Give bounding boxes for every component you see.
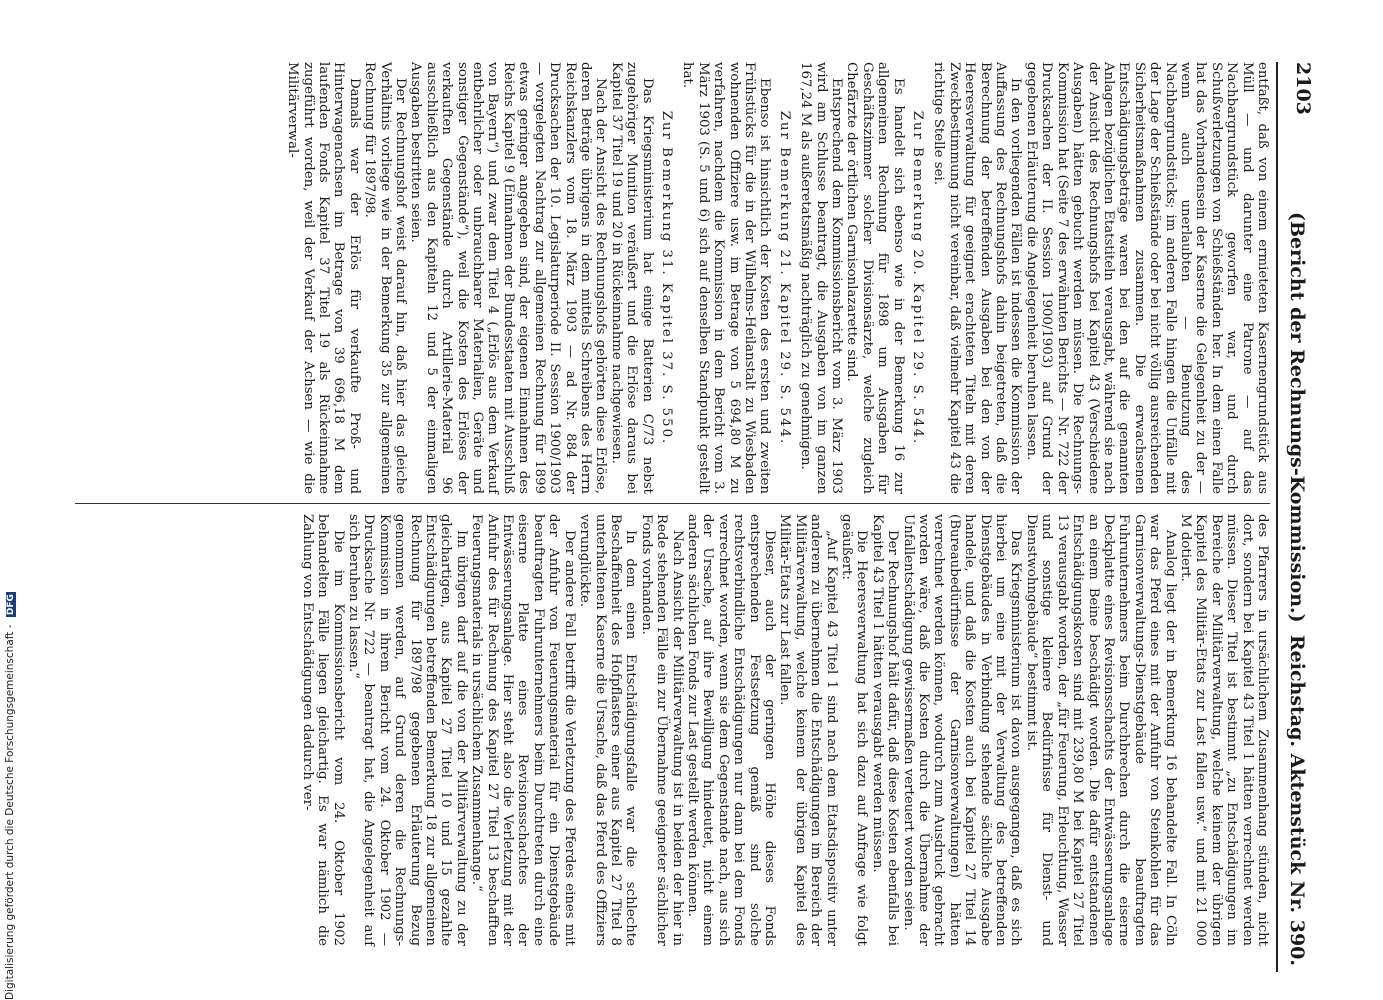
- section-heading: Zur Bemerkung 31. Kapitel 37. S. 550.: [658, 110, 674, 446]
- digitization-text: Digitalisierung gefördert durch die Deutsche Forschungsgemeinschaft -: [4, 624, 16, 1000]
- paragraph: Dieser, auch der geringen Höhe dieses Fonds entsprechenden Festsetzung gemäß sind solche rechtsverbindliche Entschädigungen nur dann bei dem Fonds verrechnet worden, wenn sie dem Gegenstande nach, aus sich der Ursache, auf ihre Bewilligung hindeutet, nicht einem anderen sächlichen Fonds zur Last gestellt werden können.: [684, 514, 777, 946]
- paragraph: Die im Kommissionsbericht vom 24. Oktober 1902 behandelten Fälle liegen gleichartig. Es war nämlich die Zahlung von Entschädigungen dadurch ver-: [299, 514, 346, 946]
- paragraph: Entsprechend dem Kommissionsbericht vom 3. März 1903 wird am Schlusse beantragt, die Ausgaben von im ganzen 167,24 M als außeretatsmäßig nachträglich zu genehmigen.: [798, 62, 845, 494]
- header-left-title: (Bericht der Rechnungs-Kommission.): [1286, 212, 1308, 623]
- paragraph: Es handelt sich ebenso wie in der Bemerkung 16 zur allgemeinen Rechnung für 1898 um Ausgaben für Geschäftszimmer solcher Divisionsärzte, welche zugleich Chefärzte der örtlichen Garnisonlazarette sind.: [844, 62, 906, 494]
- paragraph: Damals war der Erlös für verkaufte Proß- und Hinterwagenachsen im Betrage von 39 696,18 M dem laufenden Fonds Kapitel 37 Titel 19 als Rückeinnahme zugeführt worden, weil der Verkauf der Achsen — wie die Militärverwal-: [285, 62, 362, 494]
- paragraph: In dem einen Entschädigungsfalle war die schlechte Beschaffenheit des Hofpflasters einer aus Kapitel 27 Titel 8 unterhaltenen Kaserne die Ursache, daß das Pferd des Offiziers verunglückte.: [577, 514, 639, 946]
- scanned-page: [67, 62, 1312, 972]
- section-heading: Zur Bemerkung 21. Kapitel 29. S. 544.: [776, 110, 792, 446]
- left-column: [285, 62, 1270, 494]
- paragraph: Nach der Ansicht des Rechnungshofs gehörten diese Erlöse, deren Beträge übrigens in dem mittels Schreibens des Herrn Reichskanzlers vom 18. März 1903 — ad Nr. 884 der Drucksachen der 10. Legislaturperiode II. Session 1900/1903 — vorgelegten Nachtrag zur allgemeinen Rechnung für 1899 etwas geringer angegeben sind, der eigenen Einnahmen des Reichs Kapitel 9 (Einnahmen der Bundesstaaten mit Ausschluß von Bayern“) und zwar dem Titel 4 („Erlös aus dem Verkauf entbehrlicher oder unbrauchbarer Materialien, Geräte und sonstiger Gegenstände“), weil die Kosten des Erlöses der verkauften Gegenstände durch Artillerie-Material 96 ausschließlich aus den Kapiteln 12 und 5 der einmaligen Ausgaben bestritten seien.: [408, 62, 609, 494]
- paragraph: Nach Ansicht der Militärverwaltung ist in beiden der hier in Rede stehenden Fälle ein zur Übernahme geeigneter sächlicher Fonds vorhanden.: [638, 514, 685, 946]
- paragraph: Analog liegt der in Bemerkung 16 behandelte Fall. In Cöln war das Pferd eines mit der Anfuhr von Steinkohlen für das Garnisonverwaltungs-Dienstgebäude beauftragten Fuhrunternehmers beim Durchbrechen durch die eiserne Deckplatte eines Revisionsschachts der Entwässerungsanlage an einem Beine beschädigt worden. Die dafür entstandenen Entschädigungskosten sind mit 239,80 M bei Kapitel 27 Titel 13 verausgabt worden, der „für Feuerung, Erleuchtung, Wasser und sonstige kleinere Bedürfnisse für Dienst- und Dienstwohngebäude“ bestimmt ist.: [1023, 514, 1178, 946]
- paragraph: Die Heeresverwaltung hat sich dazu auf Anfrage wie folgt geäußert:: [839, 514, 870, 946]
- paragraph: „Auf Kapitel 43 Titel 1 sind nach dem Etatsdispositiv unter anderem zu übernehmen die Entschädigungen im Bereich der Militärverwaltung, welche keinem der übrigen Kapitel des Militär-Etats zur Last fallen.: [777, 514, 839, 946]
- page-number: 2103: [1292, 62, 1314, 115]
- dfg-logo: DFG: [6, 594, 16, 616]
- paragraph: Im übrigen darf auf die von der Militärverwaltung zu der gleichartigen, aus Kapitel 27 Titel 10 und 15 gezahlte Entschädigungen betreffenden Bemerkung 18 zur allgemeinen Rechnung für 1897/98 gegebenen Erläuterung Bezug genommen werden, auf Grund deren die Rechnungs-Kommission in ihrem Bericht vom 24. Oktober 1902 — Drucksache Nr. 722 — beantragt hat, die Angelegenheit auf sich beruhen zu lassen.“: [346, 514, 469, 946]
- paragraph: Der Rechnungshof weist darauf hin, daß hier das gleiche Verhältnis vorliege wie in der Bemerkung 35 zur allgemeinen Rechnung für 1897/98.: [362, 62, 409, 494]
- digitization-note: [4, 10, 16, 1000]
- paragraph: Der Rechnungshof hält dafür, daß diese Kosten ebenfalls bei Kapitel 43 Titel 1 hätten verausgabt werden müssen.: [869, 514, 901, 946]
- page-header: [1278, 62, 1312, 972]
- paragraph: Das Kriegsministerium hat einige Batterien C/73 nebst zugehöriger Munition veräußert und die Erlöse daraus bei Kapitel 37 Titel 19 und 20 in Rückeinnahme nachgewiesen.: [608, 62, 655, 494]
- column-divider: [75, 503, 1270, 504]
- header-center-title: Reichstag. Aktenstück Nr. 390.: [1286, 634, 1308, 966]
- paragraph: Das Kriegsministerium ist davon ausgegangen, daß es sich hierbei um eine mit der Verwaltung des betreffenden Dienstgebäudes in Verbindung stehende sächliche Ausgabe handele, und daß die Kosten auch bei Kapitel 27 Titel 14 (Bureaubedürfnisse der Garnisonverwaltungen) hätten verrechnet werden können, wodurch zum Ausdruck gebracht worden wäre, daß die Kosten durch die Übernahme der Unfallentschädigung gewissermaßen verteuert worden seien.: [900, 514, 1024, 946]
- section-heading: Zur Bemerkung 20. Kapitel 29. S. 544.: [910, 110, 926, 446]
- paragraph: entfaßt, daß von einem ermieteten Kasernengrundstück aus Müll — und darunter eine Patrone — auf das Nachbargrundstück geworfen war, und durch Schußverletzungen von Schießständen her. In dem einen Falle hat das Vorhandensein der Kaserne die Gelegenheit zu der — wenn auch unerlaubten — Benutzung des Nachbargrundstücks; im anderen Falle hingen die Unfälle mit der Lage der Schießstände oder bei nicht völlig ausreichenden Sicherheitsmaßnahmen zusammen. Die erwachsenen Entschädigungsbeträge waren bei den auf die genannten Anlagen bezüglichen Etatstiteln verausgabt, während sie nach der Ansicht des Rechnungshofs bei Kapitel 43 (Verschiedene Ausgaben) hätten gebucht werden müssen. Die Rechnungs-Kommission hat (Seite 7 des erwähnten Berichts — Nr. 722 der Drucksachen der II. Session 1900/1903) auf Grund der gegebenen Erläuterung die Angelegenheit beruhen lassen.: [1023, 62, 1270, 494]
- paragraph: Ebenso ist hinsichtlich der Kosten des ersten und zweiten Frühstücks für die in der Wilhelms-Heilanstalt zu Wiesbaden wohnenden Offiziere usw. im Betrage von 5 694,80 M zu verfahren, nachdem die Kommission in dem Bericht vom 3. März 1903 (S. 5 und 6) sich auf denselben Standpunkt gestellt hat.: [680, 62, 773, 494]
- right-column: [299, 514, 1270, 946]
- paragraph: Der andere Fall betrifft die Verletzung des Pferdes eines mit der Anfuhr von Feuerungsmaterial für ein Dienstgebäude beauftragten Fuhrunternehmers beim Durchtreten durch eine eiserne Platte eines Revisionsschachtes der Entwässerungsanlage. Hier steht also die Verletzung mit der Anfuhr des für Rechnung des Kapitel 27 Titel 13 beschafften Feuerungsmaterials in ursächlichem Zusammenhange.“: [469, 514, 577, 946]
- paragraph: In den vorliegenden Fällen ist indessen die Kommission der Auffassung des Rechnungshofs dahin beigetreten, daß die Berechnung der betreffenden Ausgaben bei den von der Heeresverwaltung für geeignet erachteten Titeln mit deren Zweckbestimmung nicht vereinbar, daß vielmehr Kapitel 43 die richtige Stelle sei.: [931, 62, 1024, 494]
- paragraph: des Pfarrers in ursächlichem Zusammenhang stünden, nicht dort, sondern bei Kapitel 43 Titel 1 hätten verrechnet werden müssen. Dieser Titel ist bestimmt „zu Entschädigungen im Bereiche der Militärverwaltung, welche keinem der übrigen Kapitel des Militär-Etats zur Last fallen usw.“ und mit 21 000 M dotiert.: [1177, 514, 1270, 946]
- header-rule: [1276, 62, 1278, 972]
